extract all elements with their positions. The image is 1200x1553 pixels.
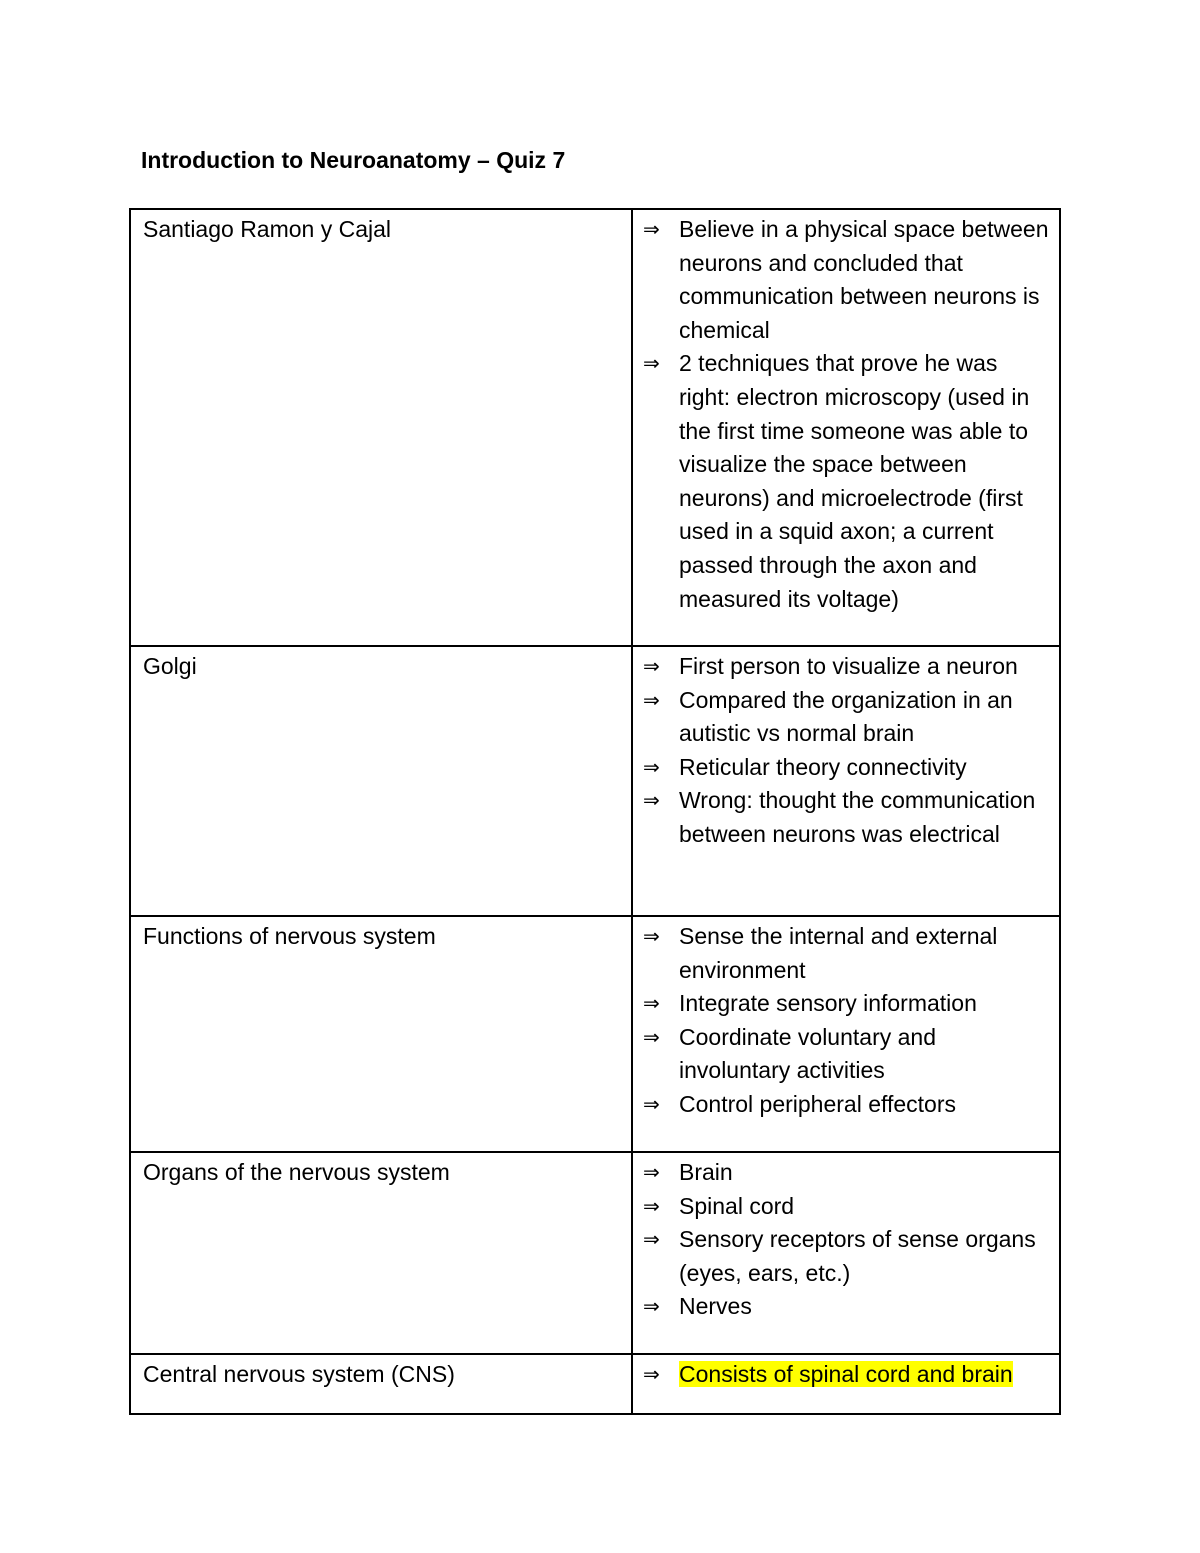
list-item [643, 1156, 1051, 1190]
list-item [643, 1190, 1051, 1224]
list-item [643, 347, 1051, 616]
bullet-list [643, 1156, 1051, 1324]
table-row [130, 209, 1060, 646]
points-cell [632, 1152, 1060, 1354]
double-arrow-icon: ⇒ [643, 1024, 660, 1049]
points-cell [632, 646, 1060, 916]
highlighted-text: Consists of spinal cord and brain [679, 1361, 1013, 1387]
list-item [643, 1290, 1051, 1324]
double-arrow-icon: ⇒ [643, 754, 660, 779]
list-item [643, 1223, 1051, 1290]
double-arrow-icon: ⇒ [643, 1362, 660, 1386]
double-arrow-icon: ⇒ [643, 924, 660, 948]
term-label: Santiago Ramon y Cajal [143, 216, 392, 242]
double-arrow-icon: ⇒ [643, 351, 660, 376]
double-arrow-icon: ⇒ [643, 1227, 660, 1252]
double-arrow-icon: ⇒ [643, 1193, 660, 1218]
term-cell [130, 209, 632, 646]
double-arrow-icon: ⇒ [643, 217, 660, 241]
points-cell [632, 1354, 1060, 1414]
points-cell [632, 209, 1060, 646]
point-text: Integrate sensory information [679, 990, 977, 1017]
list-item [643, 1021, 1051, 1088]
list-item [643, 213, 1051, 347]
double-arrow-icon: ⇒ [643, 687, 660, 712]
list-item [643, 650, 1051, 684]
double-arrow-icon: ⇒ [643, 1091, 660, 1116]
table-row [130, 1152, 1060, 1354]
point-text: Control peripheral effectors [679, 1090, 956, 1117]
point-text: Sense the internal and external environment [679, 923, 998, 983]
term-label: Functions of nervous system [143, 923, 436, 949]
notes-table [129, 208, 1061, 1415]
list-item [643, 920, 1051, 987]
double-arrow-icon: ⇒ [643, 654, 660, 678]
double-arrow-icon: ⇒ [643, 1160, 660, 1184]
page-title: Introduction to Neuroanatomy – Quiz 7 [141, 147, 566, 173]
list-item [643, 751, 1051, 785]
term-label: Organs of the nervous system [143, 1159, 450, 1185]
point-text: Reticular theory connectivity [679, 753, 967, 780]
term-label: Golgi [143, 653, 197, 679]
bullet-list [643, 213, 1051, 616]
table-row [130, 916, 1060, 1152]
term-cell [130, 1152, 632, 1354]
double-arrow-icon: ⇒ [643, 1294, 660, 1319]
table-row [130, 646, 1060, 916]
points-cell [632, 916, 1060, 1152]
bullet-list [643, 920, 1051, 1122]
term-cell [130, 646, 632, 916]
point-text: Wrong: thought the communication between neurons was electrical [679, 787, 1036, 847]
point-text: First person to visualize a neuron [679, 653, 1018, 679]
list-item [643, 1358, 1051, 1392]
table-row [130, 1354, 1060, 1414]
point-text: Sensory receptors of sense organs (eyes, ears, etc.) [679, 1226, 1036, 1286]
point-text [679, 1358, 1051, 1392]
point-text: 2 techniques that prove he was right: electron microscopy (used in the first time someone was able to visualize the space between neurons) and microelectrode (first used in a squid axon; a current passed through the axon and measured its voltage) [679, 350, 1030, 612]
point-text: Spinal cord [679, 1192, 795, 1219]
point-text: Coordinate voluntary and involuntary activities [679, 1023, 936, 1084]
double-arrow-icon: ⇒ [643, 788, 660, 813]
point-text: Brain [679, 1159, 733, 1185]
point-text: Compared the organization in an autistic vs normal brain [679, 686, 1013, 747]
point-text: Believe in a physical space between neurons and concluded that communication between neurons is chemical [679, 216, 1049, 343]
double-arrow-icon: ⇒ [643, 991, 660, 1016]
term-label: Central nervous system (CNS) [143, 1361, 455, 1387]
list-item [643, 987, 1051, 1021]
point-text: Nerves [679, 1293, 752, 1320]
bullet-list [643, 650, 1051, 852]
term-cell [130, 916, 632, 1152]
bullet-list [643, 1358, 1051, 1392]
list-item [643, 1088, 1051, 1122]
term-cell [130, 1354, 632, 1414]
list-item [643, 784, 1051, 851]
list-item [643, 684, 1051, 751]
